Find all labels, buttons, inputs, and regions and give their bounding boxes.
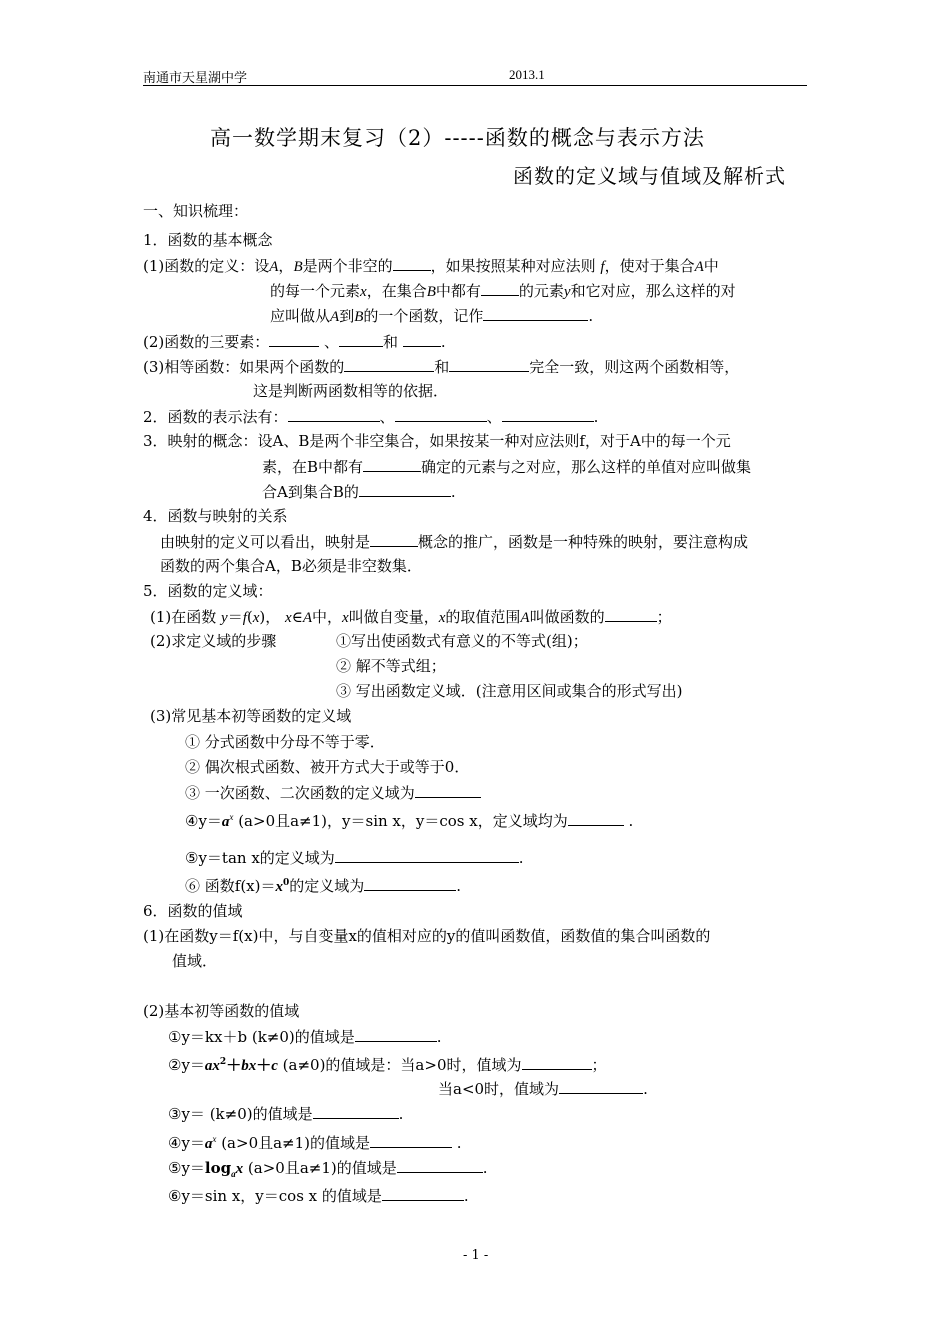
blank (415, 783, 481, 798)
mapping-line-2: 素，在B中都有 确定的元素与之对应，那么这样的单值对应叫做集 (262, 458, 752, 476)
basic-range-2-neg: 当a<0时，值域为 . (438, 1080, 648, 1098)
mapping-line-3: 合A到集合B的 . (262, 483, 456, 501)
def-line-3: 应叫做从A到B的一个函数，记作 . (270, 307, 594, 325)
basic-ranges-heading: (2)基本初等函数的值域 (143, 1002, 300, 1020)
domain-step-2: ② 解不等式组； (336, 657, 446, 675)
range-def-line-2: 值域． (172, 952, 218, 970)
blank (559, 1079, 643, 1094)
relation-line-1: 由映射的定义可以看出，映射是 概念的推广，函数是一种特殊的映射，要注意构成 (160, 533, 749, 551)
blank (359, 482, 451, 497)
blank (403, 332, 441, 347)
section-heading: 一、知识梳理： (143, 202, 249, 220)
basic-range-3: ③y＝ (k≠0)的值域是 . (168, 1105, 404, 1123)
common-domain-1: ① 分式函数中分母不等于零． (185, 733, 385, 751)
equal-func-line-1: (3)相等函数：如果两个函数的 和 完全一致，则这两个函数相等， (143, 358, 740, 376)
range-def-line-1: (1)在函数y＝f(x)中，与自变量x的值相对应的y的值叫函数值，函数值的集合叫函数的 (143, 927, 711, 945)
blank (344, 357, 434, 372)
title-line2: 函数的定义域与值域及解析式 (513, 164, 786, 188)
mapping-line-1: 3．映射的概念：设A、B是两个非空集合，如果按某一种对应法则f，对于A中的每一个元 (143, 432, 731, 450)
basic-range-6: ⑥y＝sin x，y＝cos x 的值域是 . (168, 1187, 469, 1205)
common-domain-2: ② 偶次根式函数、被开方式大于或等于0． (185, 758, 470, 776)
blank (335, 848, 519, 863)
blank (370, 532, 418, 547)
common-domain-5: ⑤y＝tan x的定义域为 . (185, 849, 524, 867)
blank (382, 1186, 464, 1201)
relation-line-2: 函数的两个集合A，B必须是非空数集． (160, 557, 422, 575)
three-elements-line: (2)函数的三要素： 、 和 . (143, 333, 446, 351)
domain-def-line: (1)在函数 y＝f(x)， x∈A中，x叫做自变量，x的取值范围A叫做函数的 ； (150, 608, 672, 626)
blank (269, 332, 319, 347)
domain-step-1: ①写出使函数式有意义的不等式(组)； (336, 632, 588, 650)
blank (449, 357, 529, 372)
blank (363, 457, 421, 472)
domain-step-3: ③ 写出函数定义域．(注意用区间或集合的形式写出) (336, 682, 683, 700)
blank (502, 407, 594, 422)
common-domain-6: ⑥ 函数$f(x)=x^0$的定义域为 . (185, 877, 462, 895)
equal-func-line-2: 这是判断两函数相等的依据． (253, 382, 449, 400)
title-line1: 高一数学期末复习（2）-----函数的概念与表示方法 (210, 126, 705, 150)
blank (397, 1158, 483, 1173)
header-rule (143, 85, 807, 86)
basic-range-4: $④y=a^x$ (a>0且a≠1)的值域是 . (168, 1134, 462, 1152)
def-line-2: 的每一个元素x，在集合B中都有 的元素y和它对应，那么这样的对 (270, 282, 736, 300)
basic-range-1: ①y＝kx＋b (k≠0)的值域是 . (168, 1028, 442, 1046)
blank (370, 1133, 452, 1148)
blank (605, 607, 657, 622)
blank (355, 1027, 437, 1042)
item-6-heading: 6．函数的值域 (143, 902, 243, 920)
page-number: - 1 - (463, 1248, 489, 1263)
domain-steps-label: (2)求定义域的步骤 (150, 632, 277, 650)
header-date: 2013.1 (509, 67, 545, 82)
item-5-heading: 5．函数的定义域： (143, 582, 273, 600)
blank (568, 811, 624, 826)
common-domains-heading: (3)常见基本初等函数的定义域 (150, 707, 352, 725)
item-2-line: 2．函数的表示法有： 、 、 . (143, 408, 599, 426)
item-4-heading: 4．函数与映射的关系 (143, 507, 288, 525)
blank (364, 876, 456, 891)
blank (393, 256, 431, 271)
blank (483, 306, 588, 321)
blank (481, 281, 519, 296)
item-1-heading: 1．函数的基本概念 (143, 231, 273, 249)
header-school: 南通市天星湖中学 (143, 70, 248, 85)
basic-range-2: $②y=ax^2+bx+c$ (a≠0)的值域是：当a>0时，值域为 ； (168, 1056, 607, 1074)
common-domain-3: ③ 一次函数、二次函数的定义域为 (185, 783, 481, 802)
blank (313, 1104, 399, 1119)
def-line-1: (1)函数的定义：设A，B是两个非空的 ，如果按照某种对应法则 f，使对于集合A中 (143, 257, 719, 275)
blank (395, 407, 487, 422)
basic-range-5: $⑤y=\log_ax$ (a>0且a≠1)的值域是 . (168, 1159, 488, 1179)
blank (339, 332, 383, 347)
common-domain-4: $④y=a^x$ (a>0且a≠1)，y＝sin x，y＝cos x，定义域均为 . (185, 812, 634, 830)
blank (522, 1055, 592, 1070)
blank (288, 407, 380, 422)
